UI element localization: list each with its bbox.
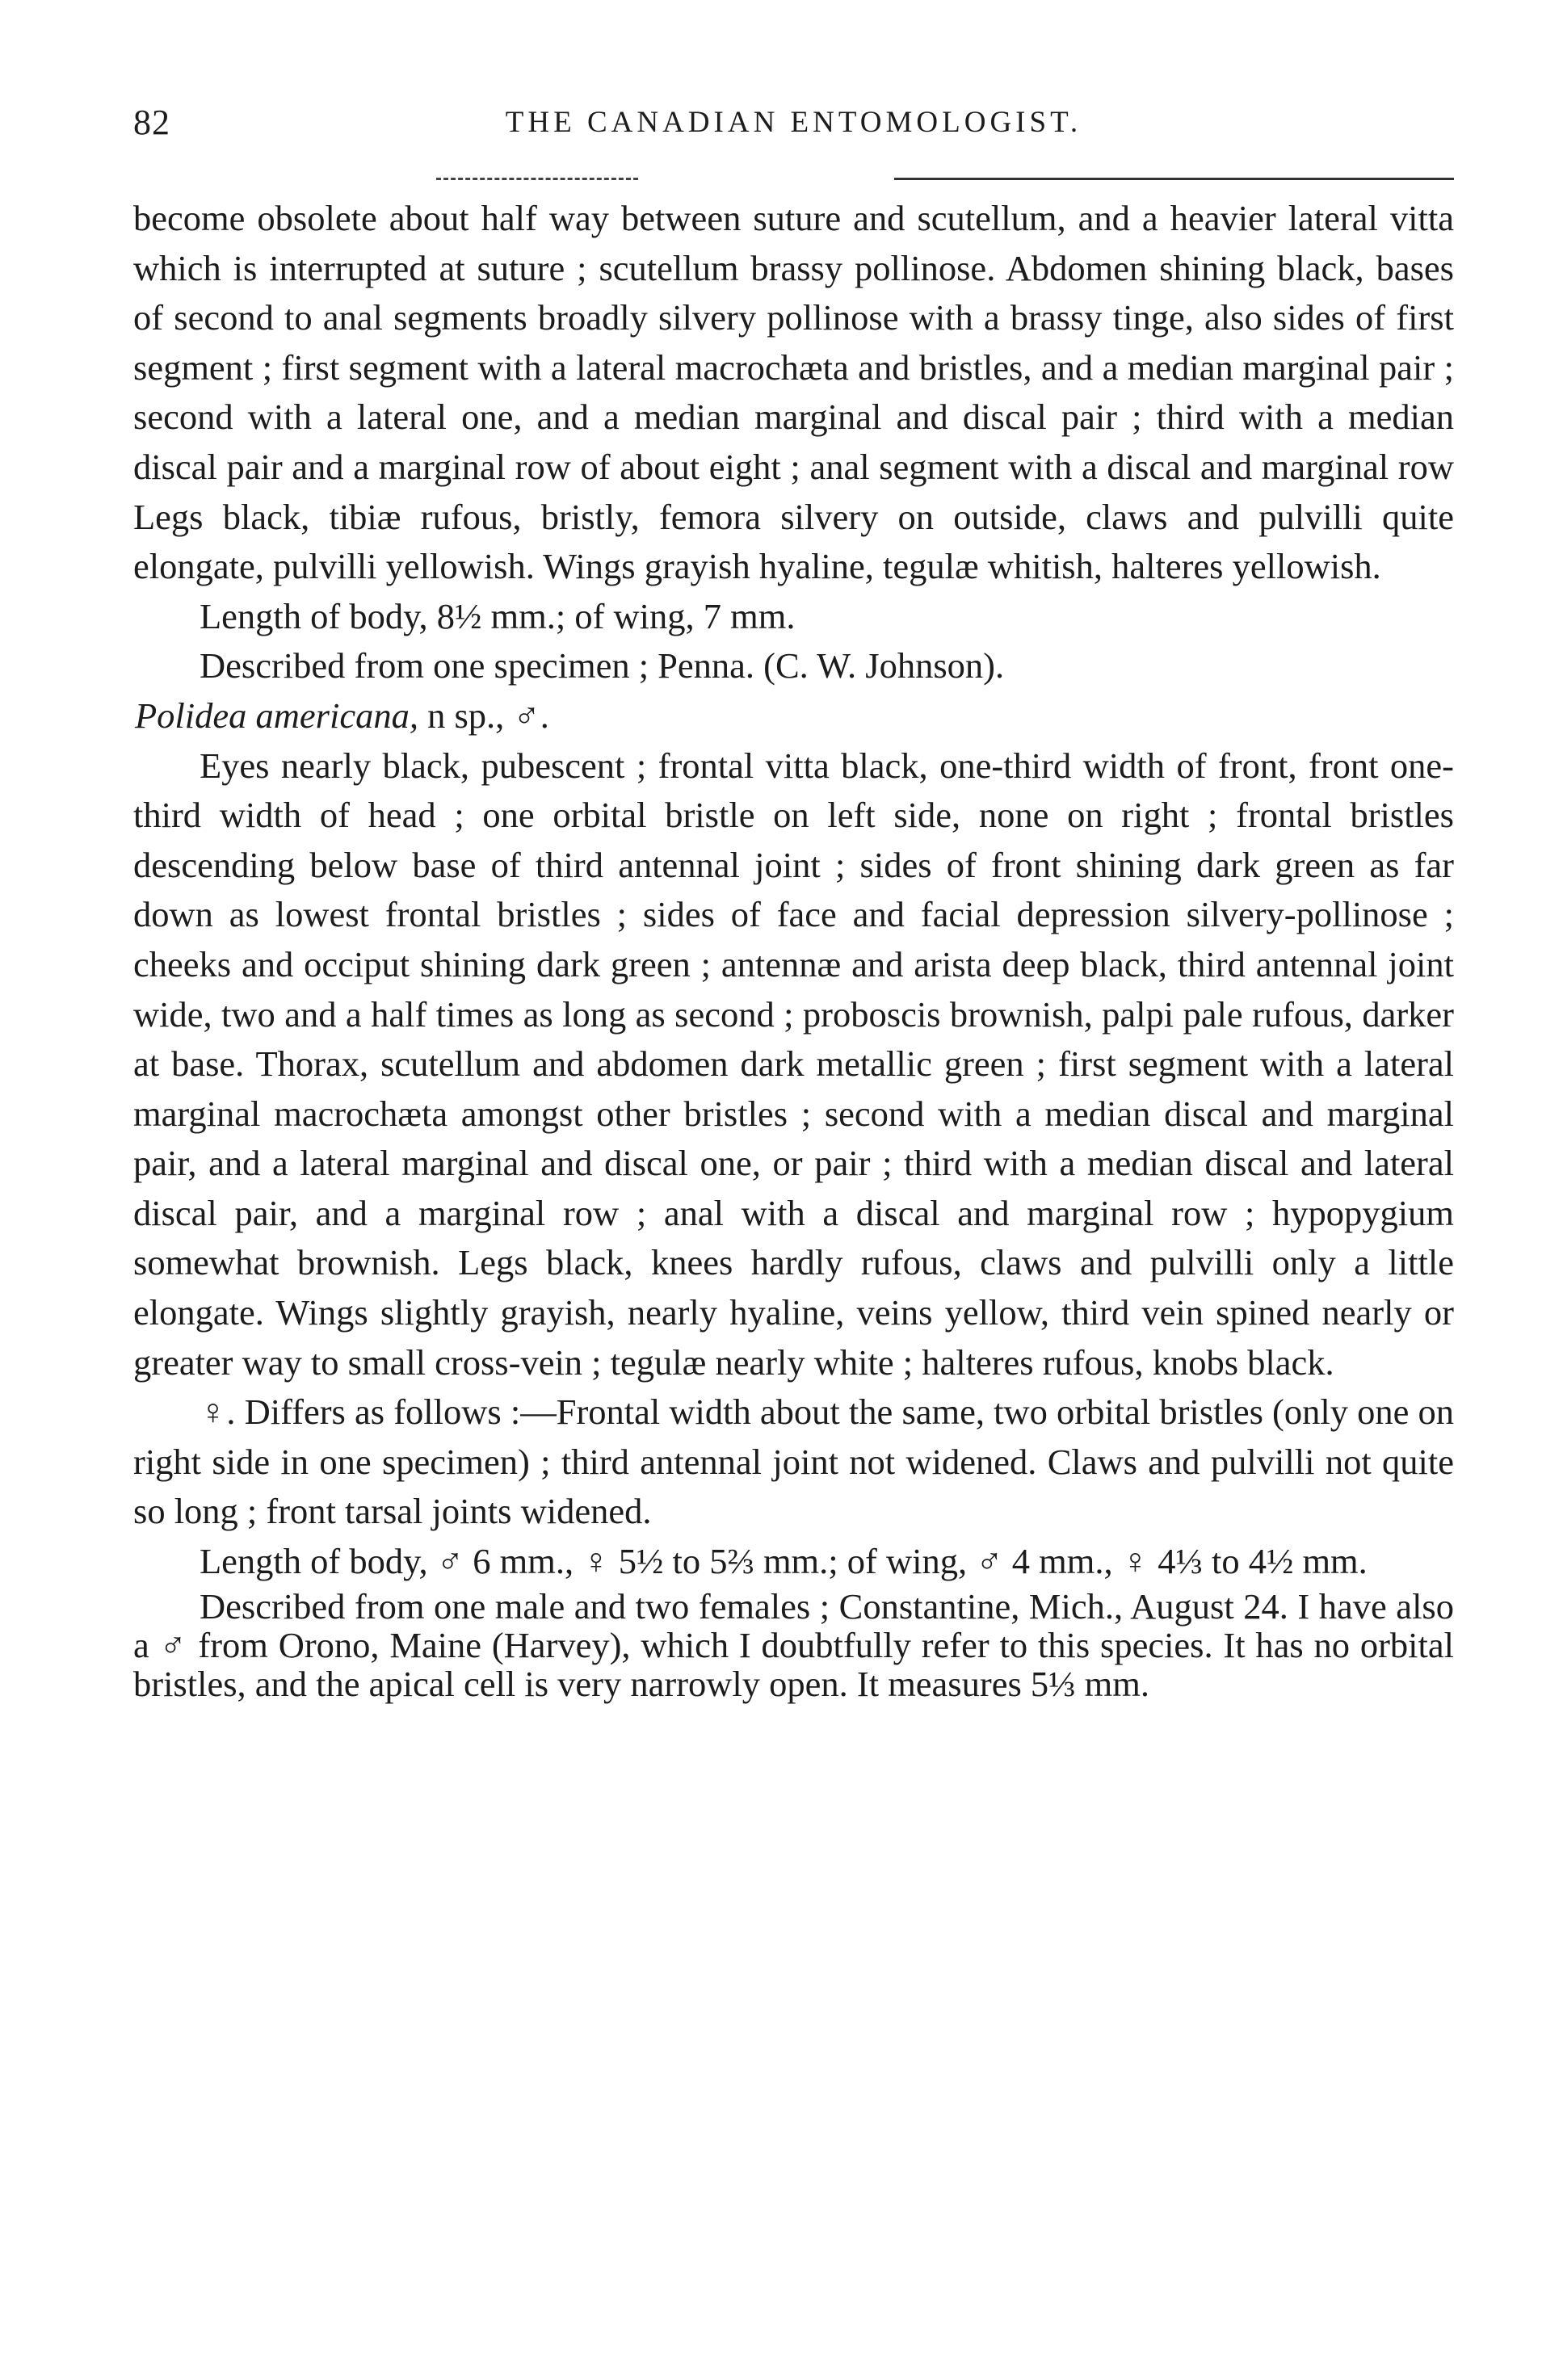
article-body — [133, 194, 1454, 1703]
running-head — [133, 97, 1454, 162]
species-heading — [133, 691, 1454, 741]
page — [133, 97, 1454, 1703]
page-number: 82 — [133, 103, 170, 142]
described-from-first: Described from one specimen ; Penna. (C. W. Johnson). — [200, 645, 1005, 686]
length-measurement-second: Length of body, ♂ 6 mm., ♀ 5½ to 5⅔ mm.; of wing, ♂ 4 mm., ♀ 4⅓ to 4½ mm. — [200, 1541, 1368, 1582]
journal-title: THE CANADIAN ENTOMOLOGIST. — [505, 106, 1082, 139]
header-rule-long — [894, 178, 1454, 180]
length-measurement-first: Length of body, 8½ mm.; of wing, 7 mm. — [200, 595, 796, 636]
continued-paragraph: become obsolete about half way between suture and scutellum, and a heavier lateral vitta which is interrupted at suture ; scutellum brassy pollinose. Abdomen shining black, bases of second to anal segments broadly silvery pollinose with a brassy tinge, also sides of first segment ; first segment with a lateral macrochæta and bristles, and a median marginal pair ; second with a lateral one, and a median marginal and discal pair ; third with a median discal pair and a marginal row of about eight ; anal segment with a discal and marginal row Legs black, tibiæ rufous, bristly, femora silvery on outside, claws and pulvilli quite elongate, pulvilli yellowish. Wings grayish hyaline, tegulæ whitish, halteres yellowish. — [133, 198, 1454, 587]
species-suffix: n sp., ♂. — [418, 695, 549, 736]
species-name: Polidea americana, — [135, 695, 418, 736]
male-description: Eyes nearly black, pubescent ; frontal vitta black, one-third width of front, front one-third width of head ; one orbital bristle on left side, none on right ; frontal bristles descending below base of third antennal joint ; sides of front shining dark green as far down as lowest frontal bristles ; sides of face and facial depression silvery-pollinose ; cheeks and occiput shining dark green ; antennæ and arista deep black, third antennal joint wide, two and a half times as long as second ; proboscis brownish, palpi pale rufous, darker at base. Thorax, scutellum and abdomen dark metallic green ; first segment with a lateral marginal macrochæta amongst other bristles ; second with a median discal and marginal pair, and a lateral marginal and discal one, or pair ; third with a median discal and lateral discal pair, and a marginal row ; anal with a discal and marginal row ; hypopygium somewhat brownish. Legs black, knees hardly rufous, claws and pulvilli only a little elongate. Wings slightly grayish, nearly hyaline, veins yellow, third vein spined nearly or greater way to small cross-vein ; tegulæ nearly white ; halteres rufous, knobs black. — [133, 745, 1454, 1383]
female-description: ♀. Differs as follows :—Frontal width about the same, two orbital bristles (only one on right side in one specimen) ; third antennal joint not widened. Claws and pulvilli not quite so long ; front tarsal joints widened. — [133, 1391, 1454, 1532]
header-rule-short — [436, 178, 638, 180]
described-from-second: Described from one male and two females ; Constantine, Mich., August 24. I have also a ♂ from Orono, Maine (Harvey), which I doubtfully refer to this species. It has no orbital bristles, and the apical cell is very narrowly open. It measures 5⅓ mm. — [133, 1585, 1454, 1704]
header-rules — [133, 162, 1454, 194]
